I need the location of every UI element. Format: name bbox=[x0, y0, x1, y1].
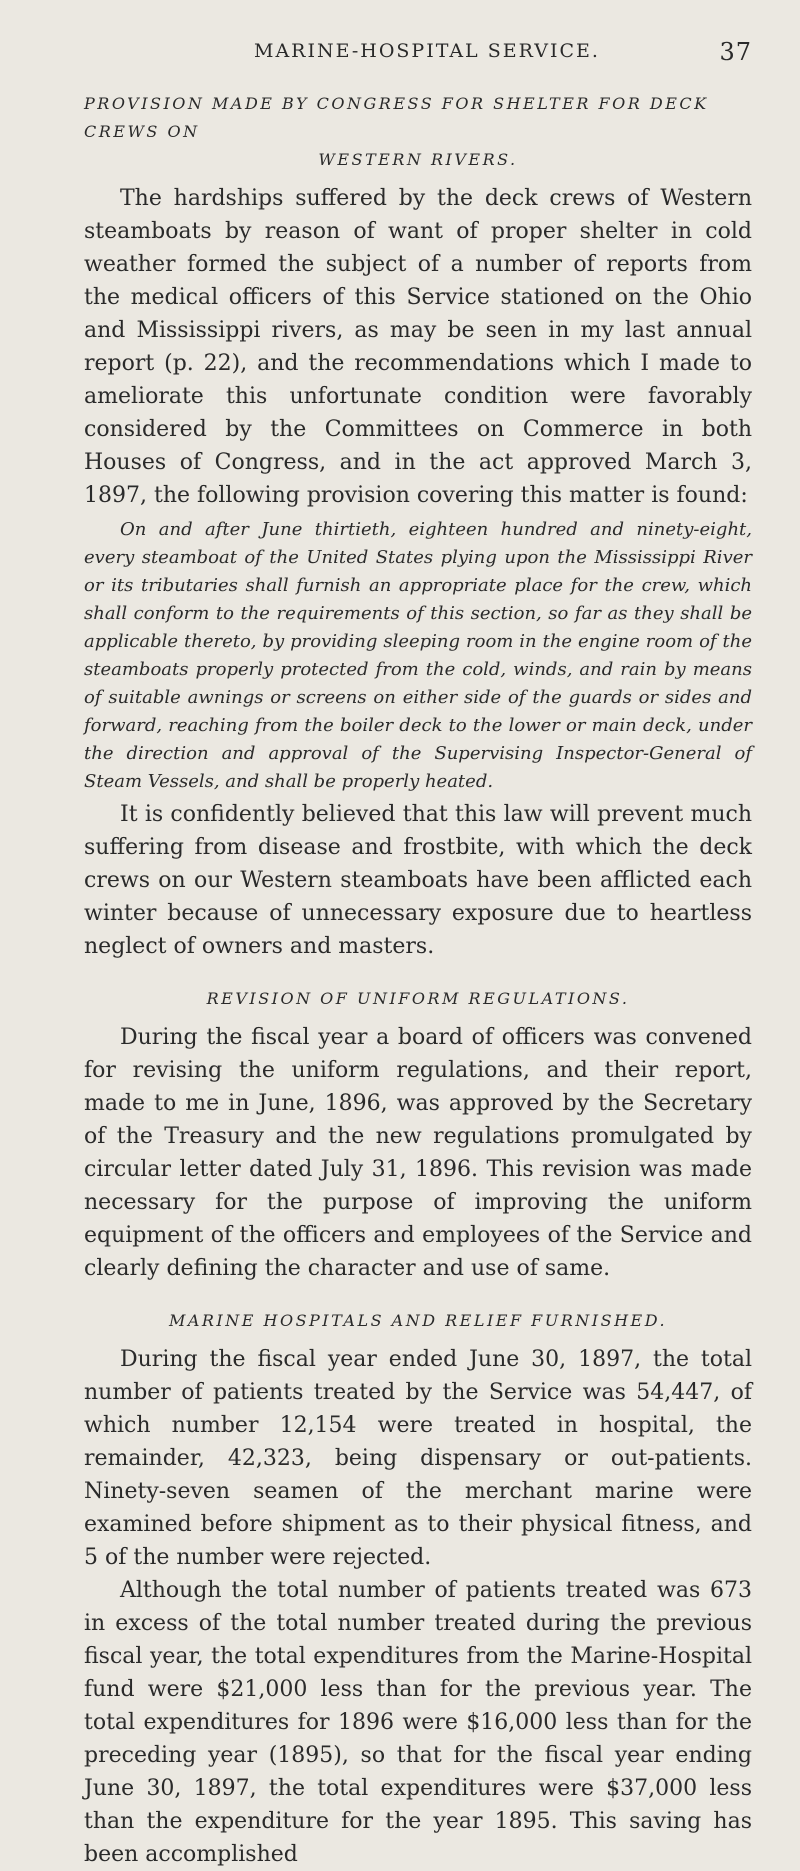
running-header bbox=[84, 0, 752, 70]
paragraph: Although the total number of patients treated was 673 in excess of the total number treated during the previous fiscal year, the total expenditures from the Marine-Hospital fund were $21,000 less than for the previous year. The total expenditures for 1896 were $16,000 less than for the preceding year (1895), so that for the fiscal year ending June 30, 1897, the total expenditures were $37,000 less than the expenditure for the year 1895. This saving has been accomplished bbox=[84, 1578, 752, 1867]
paragraph: It is confidently believed that this law will prevent much suffering from disease and frostbite, with which the deck crews on our Western steamboats have been afflicted each winter because of unnecessary exposure due to heartless neglect of owners and masters. bbox=[84, 802, 752, 959]
section-heading-line: WESTERN RIVERS. bbox=[318, 150, 518, 169]
section-heading-line: PROVISION MADE BY CONGRESS FOR SHELTER FOR DECK CREWS ON bbox=[84, 94, 709, 141]
section-heading-uniform: REVISION OF UNIFORM REGULATIONS. bbox=[206, 989, 630, 1008]
quoted-provision: On and after June thirtieth, eighteen hundred and ninety-eight, every steamboat of the United States plying upon the Mississippi River or its tributaries shall furnish an appropriate place for the crew, which shall conform to the requirements of this section, so far as they shall be applicable thereto, by providing sleeping room in the engine room of the steamboats properly protected from the cold, winds, and rain by means of suitable awnings or screens on either side of the guards or sides and forward, reaching from the boiler deck to the lower or main deck, under the direction and approval of the Supervising Inspector-General of Steam Vessels, and shall be properly heated. bbox=[84, 519, 752, 792]
running-title: MARINE-HOSPITAL SERVICE. bbox=[254, 40, 600, 62]
paragraph: During the fiscal year a board of officers was convened for revising the uniform regulations, and their report, made to me in June, 1896, was approved by the Secretary of the Treasury and the new regulations promulgated by circular letter dated July 31, 1896. This revision was made necessary for the purpose of improving the uniform equipment of the officers and employees of the Service and clearly defining the character and use of same. bbox=[84, 1025, 752, 1281]
section-heading-hospitals: MARINE HOSPITALS AND RELIEF FURNISHED. bbox=[168, 1311, 668, 1330]
paragraph: The hardships suffered by the deck crews of Western steamboats by reason of want of proper shelter in cold weather formed the subject of a number of reports from the medical officers of this Service stationed on the Ohio and Mississippi rivers, as may be seen in my last annual report (p. 22), and the recommendations which I made to ameliorate this unfortunate condition were favorably considered by the Committees on Commerce in both Houses of Congress, and in the act approved March 3, 1897, the following provision covering this matter is found: bbox=[84, 186, 752, 508]
section-heading-shelter bbox=[84, 90, 752, 174]
page-number: 37 bbox=[719, 38, 752, 66]
paragraph: During the fiscal year ended June 30, 1897, the total number of patients treated by the Service was 54,447, of which number 12,154 were treated in hospital, the remainder, 42,323, being dispensary or out-patients. Ninety-seven seamen of the merchant marine were examined before shipment as to their physical fitness, and 5 of the number were rejected. bbox=[84, 1347, 752, 1570]
